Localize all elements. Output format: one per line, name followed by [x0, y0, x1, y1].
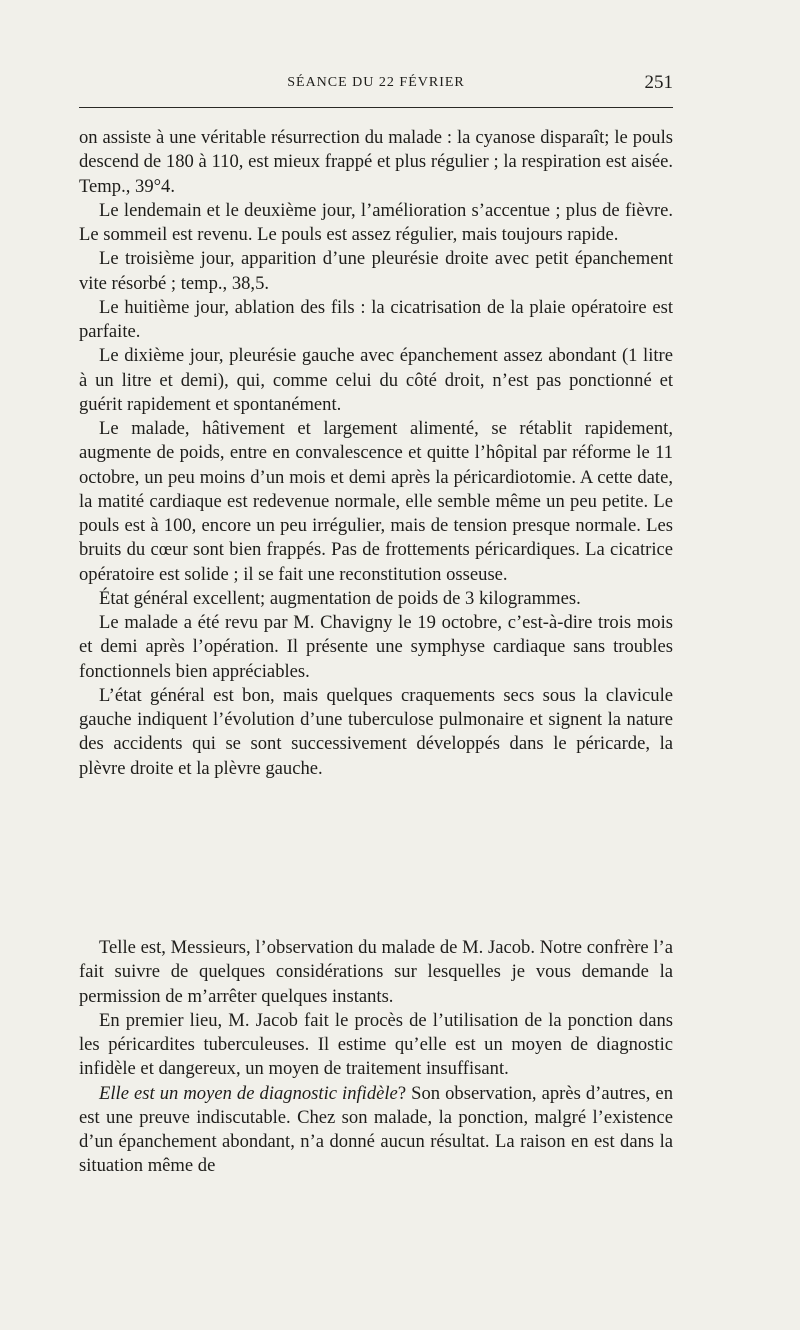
paragraph: Le malade a été revu par M. Chavigny le 19 octobre, c’est-à-dire trois mois et demi après l’opération. Il présente une symphyse cardiaque sans troubles fonctionnels bien appréciables. [79, 612, 673, 682]
paragraph: En premier lieu, M. Jacob fait le procès de l’utilisation de la ponction dans les péricardites tuberculeuses. Il estime qu’elle est un moyen de diagnostic infidèle et dangereux, un moyen de traitement insuffisant. [79, 1009, 673, 1080]
paragraph: L’état général est bon, mais quelques craquements secs sous la clavicule gauche indiquent l’évolution d’une tuberculose pulmonaire et signent la nature des accidents qui se sont successivement développés dans le péricarde, la plèvre droite et la plèvre gauche. [79, 684, 673, 779]
paragraph: Le huitième jour, ablation des fils : la cicatrisation de la plaie opératoire est parfaite. [79, 296, 673, 342]
commentary-text [79, 936, 673, 1179]
paragraph: Le malade, hâtivement et largement alimenté, se rétablit rapidement, augmente de poids, entre en convalescence et quitte l’hôpital par réforme le 11 octobre, un peu moins d’un mois et demi après la péricardiotomie. A cette date, la matité cardiaque est redevenue normale, elle semble même un peu petite. Le pouls est à 100, encore un peu irrégulier, mais de tension presque normale. Les bruits du cœur sont bien frappés. Pas de frottements péricardiques. La cicatrice opératoire est solide ; il se fait une reconstitution osseuse. [79, 418, 673, 585]
paragraph: on assiste à une véritable résurrection du malade : la cyanose disparaît; le pouls descend de 180 à 110, est mieux frappé et plus régulier ; la respiration est aisée. Temp., 39°4. [79, 127, 673, 197]
paragraph-rest: ? Son observation, après d’autres, en est une preuve indiscutable. Chez son malade, la ponction, malgré l’existence d’un épanchement abondant, n’a donné aucun résultat. La raison en est dans la situation même de [79, 1082, 673, 1177]
paragraph: Le lendemain et le deuxième jour, l’amélioration s’accentue ; plus de fièvre. Le sommeil est revenu. Le pouls est assez régulier, mais toujours rapide. [79, 199, 673, 245]
paragraph: Telle est, Messieurs, l’observation du malade de M. Jacob. Notre confrère l’a fait suivre de quelques considérations sur lesquelles je vous demande la permission de m’arrêter quelques instants. [79, 937, 673, 1007]
paragraph: Le troisième jour, apparition d’une pleurésie droite avec petit épanchement vite résorbé ; temp., 38,5. [79, 248, 673, 294]
paragraph-with-italic [79, 1082, 673, 1179]
page-number: 251 [644, 72, 673, 93]
paragraph: Le dixième jour, pleurésie gauche avec épanchement assez abondant (1 litre à un litre et demi), qui, comme celui du côté droit, n’est pas ponctionné et guérit rapidement et spontanément. [79, 345, 673, 415]
italic-phrase: Elle est un moyen de diagnostic infidèle [99, 1082, 398, 1104]
header-rule [79, 107, 673, 108]
observation-text [79, 126, 673, 781]
running-title: SÉANCE DU 22 FÉVRIER [287, 75, 465, 90]
page-header [79, 68, 673, 98]
paragraph: État général excellent; augmentation de poids de 3 kilogrammes. [99, 587, 581, 609]
